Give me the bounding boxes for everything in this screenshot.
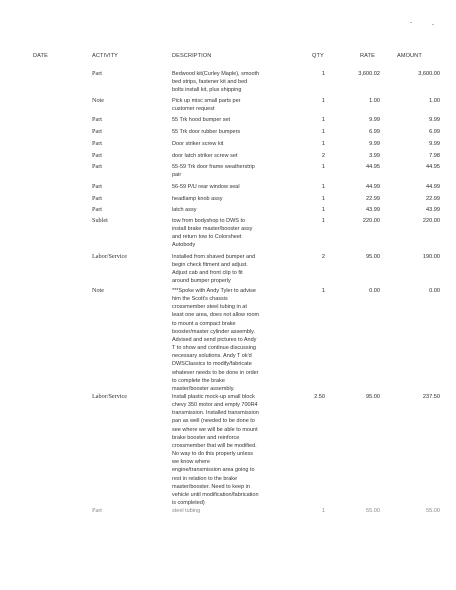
row-activity: Labor/Service	[92, 393, 128, 400]
row-activity: Part	[92, 507, 102, 514]
row-activity: Part	[92, 128, 102, 135]
row-amount: 1.00	[429, 98, 440, 104]
row-qty: 2	[321, 153, 325, 159]
row-description: Installed from shaved bumper and begin check fitment and adjust. Adjust cab and front clip to fit around bumper properly	[172, 254, 256, 285]
row-rate: 9.99	[369, 117, 380, 123]
row-activity: Part	[92, 116, 102, 123]
row-amount: 43.99	[426, 207, 440, 213]
row-activity: Note	[92, 97, 105, 104]
row-rate: 44.95	[366, 164, 380, 170]
row-activity: Part	[92, 152, 102, 159]
row-rate: 9.99	[369, 141, 380, 147]
row-qty: 1	[321, 207, 325, 213]
row-description: latch assy	[172, 207, 197, 213]
row-description: 55 Trk door rubber bumpers	[172, 129, 241, 135]
header-rate: RATE	[360, 53, 375, 59]
row-qty: 1	[321, 184, 325, 190]
header-description: DESCRIPTION	[172, 53, 212, 59]
row-rate: 95.00	[366, 254, 380, 260]
row-rate: 44.99	[366, 184, 380, 190]
row-qty: 1	[321, 141, 325, 147]
row-qty: 1	[321, 129, 325, 135]
header-activity: ACTIVITY	[92, 53, 118, 59]
row-activity: Part	[92, 183, 102, 190]
row-activity: Part	[92, 163, 102, 170]
header-qty: QTY	[312, 53, 324, 59]
row-activity: Part	[92, 195, 102, 202]
scan-speck	[432, 24, 434, 25]
row-description: 55 Trk hood bumper set	[172, 117, 231, 123]
row-qty: 1	[321, 288, 325, 294]
row-rate: 22.99	[366, 196, 380, 202]
row-amount: 237.50	[422, 394, 440, 400]
row-amount: 44.95	[426, 164, 440, 170]
row-rate: 6.99	[369, 129, 380, 135]
row-description: headlamp knob assy	[172, 196, 223, 202]
row-activity: Part	[92, 206, 102, 213]
row-activity: Sublet	[92, 217, 108, 224]
row-amount: 9.99	[429, 117, 440, 123]
row-description: tow from bodyshop to DWS to install brake master/booster assy and return tow to Colorsheet Autobody	[172, 218, 253, 249]
row-description: Bedwood kit(Curley Maple), smooth bed strips, fastener kit and bed bolts install kit, plus shipping	[172, 71, 260, 94]
row-amount: 44.99	[426, 184, 440, 190]
row-qty: 1	[321, 98, 325, 104]
row-amount: 0.00	[429, 288, 440, 294]
row-qty: 1	[321, 218, 325, 224]
row-rate: 3.99	[369, 153, 380, 159]
row-amount: 190.00	[422, 254, 440, 260]
row-qty: 1	[321, 71, 325, 77]
row-qty: 2.50	[314, 394, 325, 400]
row-rate: 1.00	[369, 98, 380, 104]
row-description: Door striker screw kit	[172, 141, 224, 147]
row-amount: 9.99	[429, 141, 440, 147]
row-activity: Part	[92, 140, 102, 147]
scan-speck	[410, 22, 412, 23]
row-qty: 1	[321, 117, 325, 123]
row-description: Install plastic mock-up small block chevy 350 motor and empty 700R4 transmission. Installed transmission pan as well (needed to be done to see where we will be able to mount brake booster and reinforce crossmember that will be modified. No way to do this properly unless we know where engine/transmission area going to rest in relation to the brake master/booster. Need to keep in vehicle until modification/fabrication is completed)	[172, 394, 259, 507]
row-amount: 7.98	[429, 153, 440, 159]
row-description: Pick up misc small parts per customer request	[172, 98, 241, 113]
row-activity: Part	[92, 70, 102, 77]
row-qty: 1	[321, 164, 325, 170]
row-qty: 1	[321, 196, 325, 202]
row-description: 56-59 P/U rear window seal	[172, 184, 240, 190]
row-amount: 220.00	[422, 218, 440, 224]
row-qty: 1	[321, 508, 325, 514]
row-amount: 6.99	[429, 129, 440, 135]
row-rate: 43.99	[366, 207, 380, 213]
row-rate: 0.00	[369, 288, 380, 294]
row-amount: 3,600.00	[418, 71, 440, 77]
row-rate: 220.00	[362, 218, 380, 224]
header-date: DATE	[33, 53, 48, 59]
header-amount: AMOUNT	[397, 53, 422, 59]
row-activity: Labor/Service	[92, 253, 128, 260]
row-qty: 2	[321, 254, 325, 260]
row-description: 55-59 Trk door frame weatherstrip pair	[172, 164, 255, 179]
row-amount: 55.00	[426, 508, 440, 514]
row-rate: 95.00	[366, 394, 380, 400]
row-description: ***Spoke with Andy Tyler to advise him the Scott's chassis crossmember steel tubing in at least one area, does not allow room to mount a compact brake booster/master cylinder assembly. Advised and send pictures to Andy T to show and continue discussing necessary solutions. Andy T ok'd DWSClassics to modify/fabricate whatever needs to be done in order to complete the brake master/booster assembly.	[172, 288, 260, 392]
row-description: door latch striker screw set	[172, 153, 238, 159]
row-amount: 22.99	[426, 196, 440, 202]
row-activity: Note	[92, 287, 105, 294]
row-rate: 55.00	[366, 508, 380, 514]
row-rate: 3,600.02	[358, 71, 380, 77]
row-description: steel tubing	[172, 508, 201, 514]
